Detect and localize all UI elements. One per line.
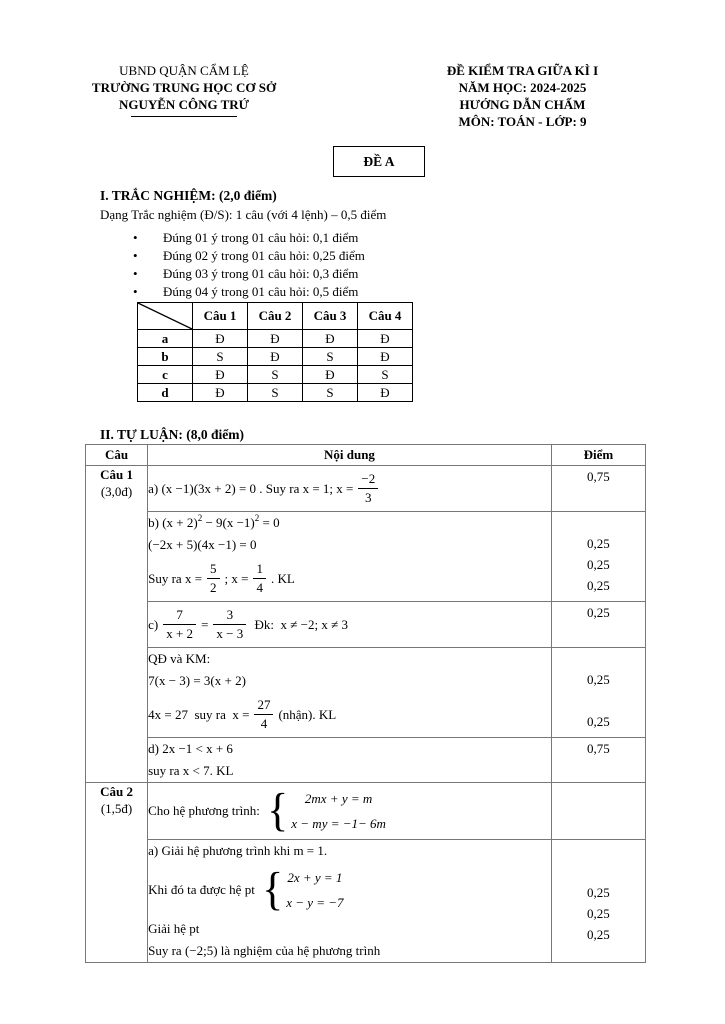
- answer-table-col-header: Câu 4: [358, 303, 413, 330]
- math-text: Khi đó ta được hệ pt: [148, 882, 259, 897]
- bullet-item: [133, 283, 365, 301]
- exam-title-line: NĂM HỌC: 2024-2025: [458, 80, 587, 95]
- diagonal-line-icon: [138, 303, 192, 329]
- section-1-title: I. TRẮC NGHIỆM: (2,0 điểm): [100, 188, 277, 203]
- system-equation-line: 2x + y = 1: [287, 869, 343, 885]
- bullet-text: Đúng 03 ý trong 01 câu hỏi: 0,3 điểm: [163, 266, 359, 281]
- answer-cell: Đ: [193, 330, 248, 348]
- question-number: Câu 2: [100, 784, 133, 799]
- essay-table-row: [86, 783, 646, 840]
- math-text: d) 2x −1 < x + 6: [148, 741, 233, 756]
- fraction-numerator: 1: [253, 560, 266, 579]
- school-header-line: TRƯỜNG TRUNG HỌC CƠ SỞ: [91, 80, 277, 95]
- essay-table-row: [86, 512, 646, 602]
- point-value: 0,25: [587, 672, 610, 687]
- solution-line: [148, 602, 551, 647]
- point-value: [552, 648, 645, 669]
- question-number-cell: [86, 783, 148, 963]
- solution-line: [148, 512, 551, 534]
- answer-cell: Đ: [358, 330, 413, 348]
- system-equations: [291, 788, 386, 835]
- essay-table-row: [86, 648, 646, 738]
- exam-title-line: ĐỀ KIỂM TRA GIỮA KÌ I: [446, 63, 599, 78]
- math-text: Suy ra x =: [148, 570, 203, 586]
- fraction-numerator: −2: [358, 470, 378, 489]
- point-value: 0,25: [587, 885, 610, 900]
- equation-system: [262, 863, 344, 916]
- answer-table-row: [138, 330, 413, 348]
- point-value: 0,25: [587, 536, 610, 551]
- math-text: Đk: x ≠ −2; x ≠ 3: [251, 616, 348, 632]
- exam-title-header: [415, 62, 630, 130]
- bullet-dot-icon: •: [133, 248, 138, 263]
- math-text: Suy ra (−2;5) là nghiệm của hệ phương trình: [148, 943, 381, 958]
- answer-table-header-row: [138, 303, 413, 330]
- math-text: . KL: [270, 570, 295, 586]
- math-text: ; x =: [224, 570, 249, 586]
- answer-row-label: c: [138, 366, 193, 384]
- fraction-numerator: 3: [213, 606, 246, 625]
- solution-line: [148, 918, 551, 940]
- math-text: a) (x −1)(3x + 2) = 0 . Suy ra x = 1; x =: [148, 480, 354, 496]
- solution-content-cell: [148, 738, 552, 783]
- essay-table-row: [86, 602, 646, 648]
- math-text: Cho hệ phương trình:: [148, 803, 264, 818]
- bullet-item: [133, 265, 365, 283]
- fraction: [163, 606, 196, 643]
- point-value: 0,25: [587, 714, 610, 729]
- school-header-line: NGUYỄN CÔNG TRỨ: [118, 97, 249, 112]
- header-divider: [131, 116, 237, 117]
- essay-table-row: [86, 466, 646, 512]
- points-cell: [551, 783, 645, 840]
- math-text: suy ra x < 7. KL: [148, 763, 234, 778]
- math-text: (nhận). KL: [278, 706, 337, 722]
- solution-line: [148, 556, 551, 601]
- answer-cell: Đ: [248, 330, 303, 348]
- solution-content-cell: [148, 840, 552, 963]
- fraction: [254, 696, 273, 733]
- exam-title-line: HƯỚNG DẪN CHẤM: [459, 97, 586, 112]
- fraction-denominator: 3: [365, 490, 372, 505]
- fraction-numerator: 5: [207, 560, 220, 579]
- point-value: [552, 690, 645, 711]
- fraction-denominator: x − 3: [216, 626, 244, 641]
- fraction-numerator: 27: [254, 696, 273, 715]
- answer-cell: S: [303, 384, 358, 402]
- solution-line: [148, 648, 551, 670]
- math-text: = 0: [259, 515, 280, 530]
- answer-cell: Đ: [248, 348, 303, 366]
- solution-line: [148, 862, 551, 918]
- school-header-line: UBND QUẬN CẨM LỆ: [119, 63, 249, 78]
- section-1-subtitle: Dạng Trắc nghiệm (Đ/S): 1 câu (với 4 lệnh) – 0,5 điểm: [100, 207, 387, 222]
- answer-cell: Đ: [303, 330, 358, 348]
- system-brace-icon: {: [267, 784, 289, 837]
- fraction-denominator: 2: [210, 580, 217, 595]
- fraction: [207, 560, 220, 597]
- answer-key-table: [137, 302, 413, 402]
- diagonal-corner-cell: [138, 303, 193, 330]
- answer-key-table-wrap: [137, 302, 413, 402]
- solution-content-cell: [148, 648, 552, 738]
- solution-content-cell: [148, 783, 552, 840]
- math-text: Giải hệ pt: [148, 921, 200, 936]
- answer-cell: S: [248, 384, 303, 402]
- solution-line: [148, 692, 551, 737]
- bullet-text: Đúng 04 ý trong 01 câu hỏi: 0,5 điểm: [163, 284, 359, 299]
- points-cell: [551, 840, 645, 963]
- question-points-total: (1,5đ): [100, 801, 133, 816]
- points-cell: [551, 602, 645, 648]
- math-text: 4x = 27 suy ra x =: [148, 706, 250, 722]
- answer-row-label: a: [138, 330, 193, 348]
- answer-cell: S: [303, 348, 358, 366]
- answer-cell: S: [358, 366, 413, 384]
- solution-line: [148, 760, 551, 782]
- essay-table-col-header: Câu: [86, 445, 148, 466]
- system-equation-line: 2mx + y = m: [304, 790, 373, 806]
- answer-table-row: [138, 348, 413, 366]
- math-text: 7(x − 3) = 3(x + 2): [148, 673, 246, 688]
- bullet-item: [133, 229, 365, 247]
- point-value: 0,25: [587, 578, 610, 593]
- points-cell: [551, 512, 645, 602]
- answer-table-col-header: Câu 2: [248, 303, 303, 330]
- point-value: [552, 840, 645, 861]
- solution-content-cell: [148, 512, 552, 602]
- exponent: 2: [197, 513, 203, 523]
- fraction: [213, 606, 246, 643]
- essay-table-row: [86, 840, 646, 963]
- fraction-denominator: x + 2: [166, 626, 194, 641]
- system-equation-line: x − y = −7: [286, 894, 344, 910]
- answer-cell: S: [193, 348, 248, 366]
- answer-cell: Đ: [358, 348, 413, 366]
- solution-content-cell: [148, 602, 552, 648]
- point-value: [552, 512, 645, 533]
- essay-grading-table: [85, 444, 646, 963]
- answer-row-label: b: [138, 348, 193, 366]
- answer-table-col-header: Câu 3: [303, 303, 358, 330]
- math-text: c): [148, 616, 159, 632]
- fraction-numerator: 7: [163, 606, 196, 625]
- essay-table-col-header: Nội dung: [148, 445, 552, 466]
- math-text: QĐ và KM:: [148, 651, 211, 666]
- answer-cell: Đ: [303, 366, 358, 384]
- exam-title-line: MÔN: TOÁN - LỚP: 9: [458, 114, 587, 129]
- points-cell: [551, 648, 645, 738]
- system-equations: [286, 867, 343, 914]
- points-cell: [551, 466, 645, 512]
- solution-line: [148, 670, 551, 692]
- school-header: [86, 62, 282, 117]
- solution-line: [148, 840, 551, 862]
- system-brace-icon: {: [262, 863, 284, 916]
- bullet-dot-icon: •: [133, 230, 138, 245]
- point-value: [552, 861, 645, 882]
- equation-system: [267, 784, 386, 837]
- answer-table-row: [138, 366, 413, 384]
- bullet-text: Đúng 01 ý trong 01 câu hỏi: 0,1 điểm: [163, 230, 359, 245]
- question-number-cell: [86, 466, 148, 783]
- solution-line: [148, 940, 551, 962]
- math-text: =: [201, 616, 209, 632]
- grading-bullet-list: [133, 229, 365, 301]
- bullet-dot-icon: •: [133, 284, 138, 299]
- point-value: 0,75: [587, 741, 610, 756]
- fraction: [358, 470, 378, 507]
- math-text: (−2x + 5)(4x −1) = 0: [148, 537, 257, 552]
- question-points-total: (3,0đ): [100, 484, 133, 499]
- solution-content-cell: [148, 466, 552, 512]
- answer-table-row: [138, 384, 413, 402]
- solution-line: [148, 738, 551, 760]
- exam-code-box: ĐỀ A: [333, 146, 425, 177]
- point-value: 0,25: [587, 927, 610, 942]
- solution-line: [148, 534, 551, 556]
- math-text: b) (x + 2): [148, 515, 198, 530]
- section-2-title: II. TỰ LUẬN: (8,0 điểm): [100, 427, 244, 442]
- exponent: 2: [254, 513, 260, 523]
- point-value: 0,25: [587, 557, 610, 572]
- math-text: a) Giải hệ phương trình khi m = 1.: [148, 843, 328, 858]
- fraction-denominator: 4: [260, 716, 268, 731]
- answer-cell: Đ: [358, 384, 413, 402]
- answer-cell: S: [248, 366, 303, 384]
- math-text: − 9(x −1): [202, 515, 255, 530]
- essay-grading-table-wrap: [85, 444, 646, 963]
- essay-table-header-row: [86, 445, 646, 466]
- essay-table-row: [86, 738, 646, 783]
- bullet-dot-icon: •: [133, 266, 138, 281]
- answer-cell: Đ: [193, 384, 248, 402]
- points-cell: [551, 738, 645, 783]
- fraction-denominator: 4: [256, 580, 263, 595]
- bullet-item: [133, 247, 365, 265]
- system-equation-line: x − my = −1− 6m: [291, 815, 386, 831]
- point-value: 0,25: [587, 605, 610, 620]
- bullet-text: Đúng 02 ý trong 01 câu hỏi: 0,25 điểm: [163, 248, 365, 263]
- essay-table-col-header: Điểm: [551, 445, 645, 466]
- answer-table-col-header: Câu 1: [193, 303, 248, 330]
- answer-row-label: d: [138, 384, 193, 402]
- solution-line: [148, 466, 551, 511]
- question-number: Câu 1: [100, 467, 133, 482]
- solution-line: [148, 783, 551, 839]
- point-value: 0,25: [587, 906, 610, 921]
- fraction: [253, 560, 266, 597]
- point-value: 0,75: [587, 469, 610, 484]
- answer-cell: Đ: [193, 366, 248, 384]
